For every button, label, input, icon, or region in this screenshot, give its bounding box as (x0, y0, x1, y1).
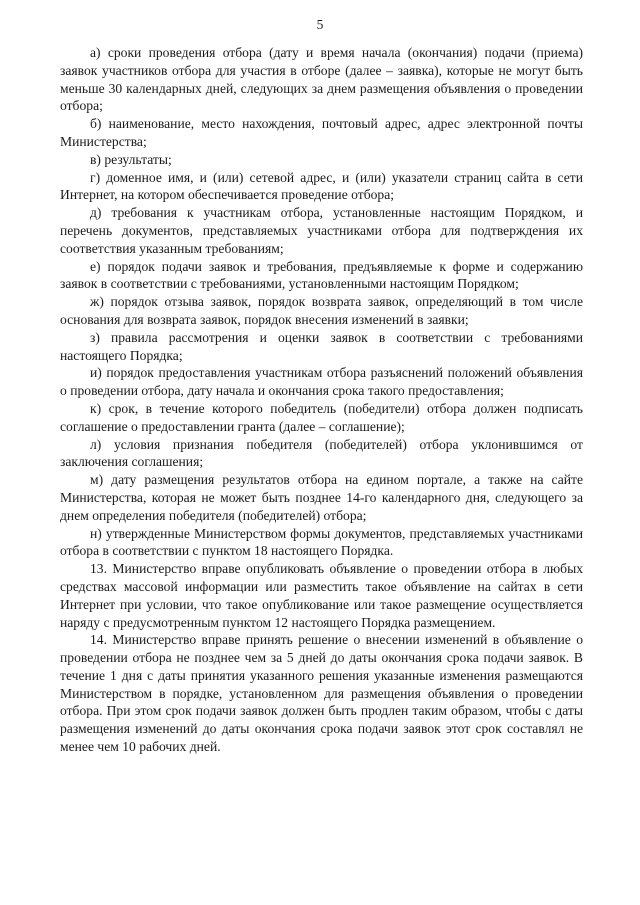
paragraph-item-g: г) доменное имя, и (или) сетевой адрес, и (или) указатели страниц сайта в сети Интернет, на котором обеспечивается проведение отбора; (60, 169, 583, 203)
document-body (60, 44, 583, 756)
paragraph-item-l: л) условия признания победителя (победителей) отбора уклонившимся от заключения соглашения; (60, 436, 583, 470)
paragraph-item-a: а) сроки проведения отбора (дату и время начала (окончания) подачи (приема) заявок участников отбора для участия в отборе (далее – заявка), которые не могут быть меньше 30 календарных дней, следующих за днем размещения объявления о проведении отбора; (60, 45, 583, 114)
paragraph-item-v: в) результаты; (90, 151, 172, 167)
paragraph-item-i: и) порядок предоставления участникам отбора разъяснений положений объявления о проведении отбора, дату начала и окончания срока такого предоставления; (60, 365, 583, 399)
paragraph-item-b: б) наименование, место нахождения, почтовый адрес, адрес электронной почты Министерства; (60, 116, 583, 149)
paragraph-item-e: е) порядок подачи заявок и требования, предъявляемые к форме и содержанию заявок в соответствии с требованиями, установленными настоящим Порядком; (60, 258, 583, 292)
paragraph-item-zh: ж) порядок отзыва заявок, порядок возврата заявок, определяющий в том числе основания для возврата заявок, порядок внесения изменений в заявки; (60, 294, 583, 327)
paragraph-item-m: м) дату размещения результатов отбора на едином портале, а также на сайте Министерства, которая не может быть позднее 14-го календарного дня, следующего за днем определения победителя (победителей) отбора; (60, 472, 583, 523)
page-number: 5 (316, 17, 324, 32)
paragraph-item-n: н) утвержденные Министерством формы документов, представляемых участниками отбора в соответствии с пунктом 18 настоящего Порядка. (60, 525, 583, 559)
paragraph-item-d: д) требования к участникам отбора, установленные настоящим Порядком, и перечень документов, представляемых участниками отбора для подтверждения их соответствия указанным требованиям; (60, 205, 583, 256)
paragraph-item-k: к) срок, в течение которого победитель (победители) отбора должен подписать соглашение о предоставлении гранта (далее – соглашение); (60, 400, 583, 434)
paragraph-section-13: 13. Министерство вправе опубликовать объявление о проведении отбора в любых средствах массовой информации или разместить такое объявление на сайтах в сети Интернет при условии, что такое опубликование или такое размещение осуществляется наряду с предусмотренным пунктом 12 настоящего Порядка размещением. (60, 561, 583, 630)
paragraph-section-14: 14. Министерство вправе принять решение о внесении изменений в объявление о проведении отбора не позднее чем за 5 дней до даты окончания срока подачи заявок. В течение 1 дня с даты принятия указанного решения указанные изменения размещаются Министерством в порядке, установленном для размещения объявления о проведении отбора. При этом срок подачи заявок должен быть продлен таким образом, чтобы с даты размещения изменений до даты окончания срока подачи заявок этот срок составлял не менее чем 10 рабочих дней. (60, 632, 583, 755)
paragraph-item-z: з) правила рассмотрения и оценки заявок в соответствии с требованиями настоящего Порядка; (60, 329, 583, 363)
